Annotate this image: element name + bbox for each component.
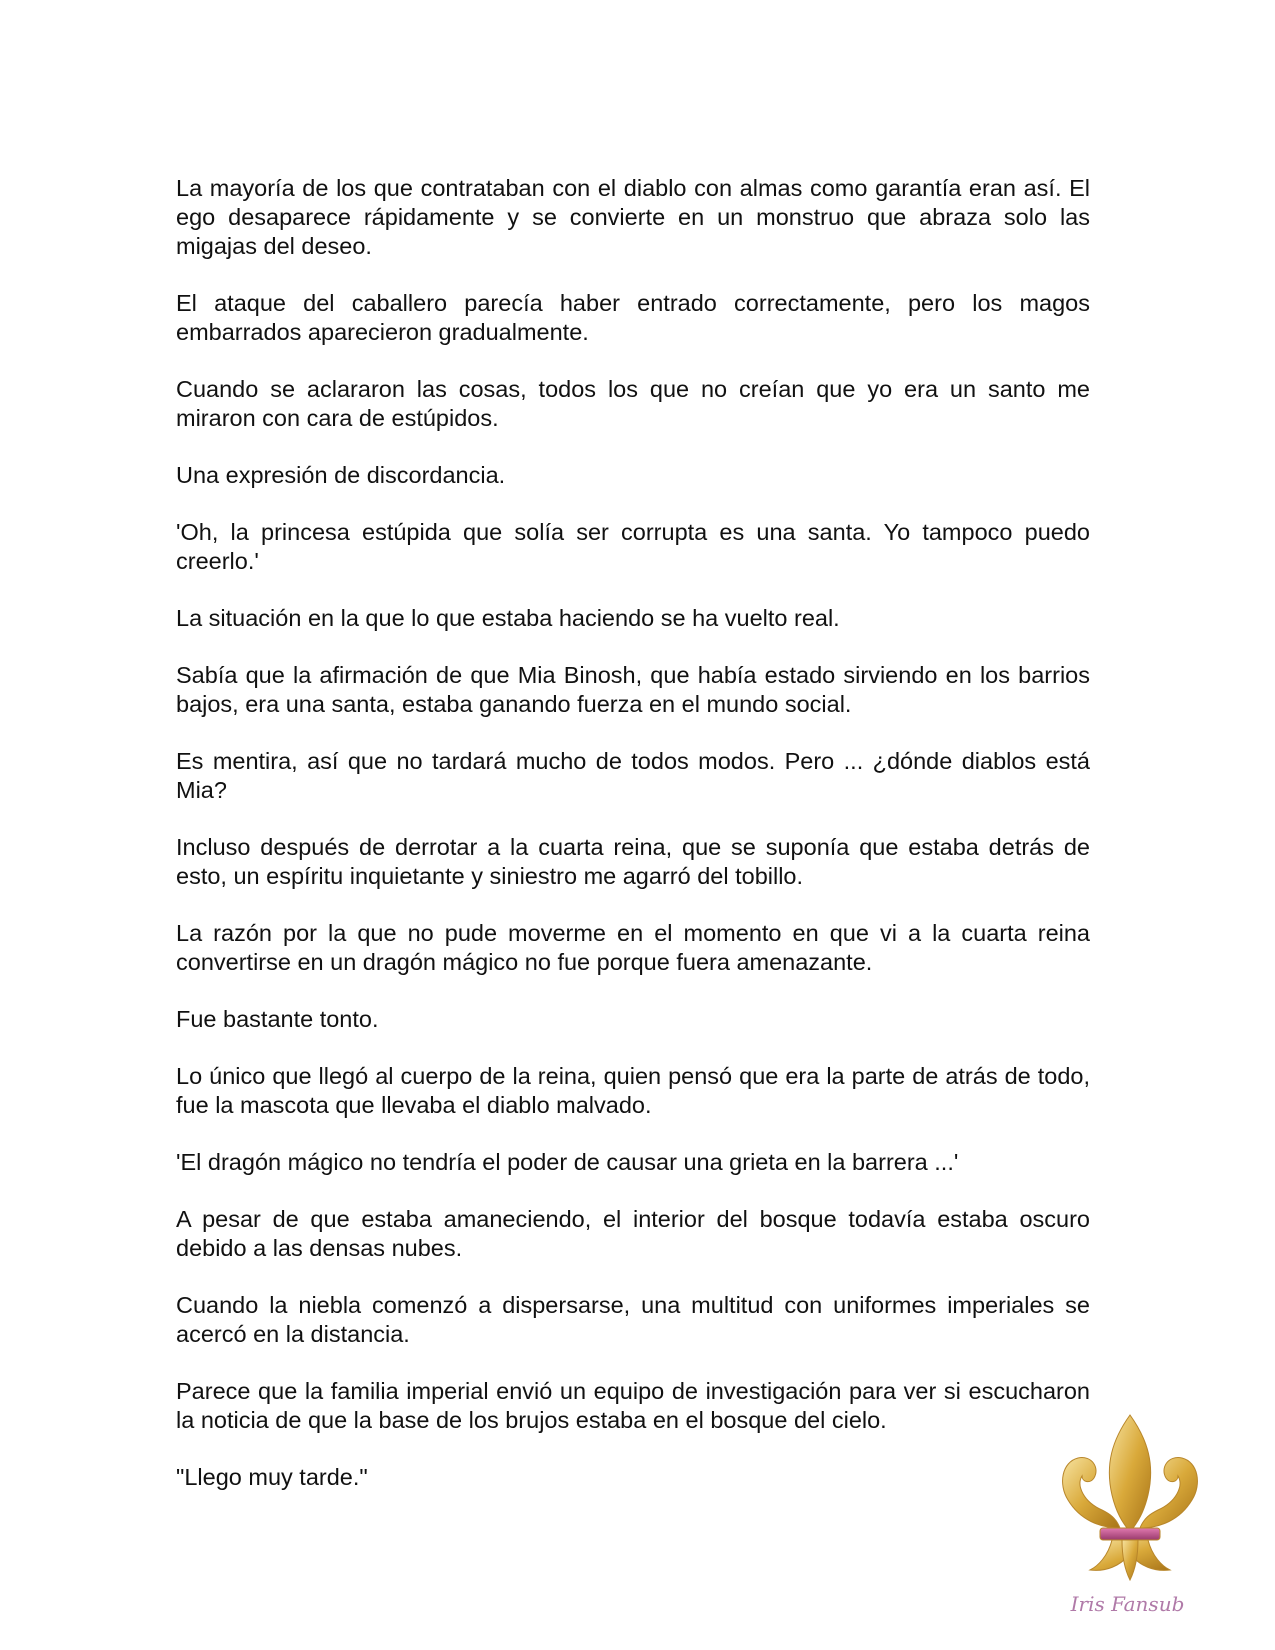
paragraph: La mayoría de los que contrataban con el diablo con almas como garantía eran así. El ego desaparece rápidamente y se convierte en un monstruo que abraza solo las migajas del deseo. [176,175,1090,259]
paragraph: Es mentira, así que no tardará mucho de todos modos. Pero ... ¿dónde diablos está Mia? [176,748,1090,803]
paragraph: Una expresión de discordancia. [176,462,506,488]
paragraph: La razón por la que no pude moverme en el momento en que vi a la cuarta reina convertirse en un dragón mágico no fue porque fuera amenazante. [176,920,1090,975]
fansub-signature: Iris Fansub [1070,1592,1185,1616]
paragraph: 'Oh, la princesa estúpida que solía ser corrupta es una santa. Yo tampoco puedo creerlo.' [176,519,1090,574]
fansub-logo [1050,1410,1210,1625]
document-body [176,174,1090,1520]
paragraph: El ataque del caballero parecía haber entrado correctamente, pero los magos embarrados aparecieron gradualmente. [176,290,1090,345]
paragraph: Parece que la familia imperial envió un equipo de investigación para ver si escucharon la noticia de que la base de los brujos estaba en el bosque del cielo. [176,1378,1090,1433]
paragraph: 'El dragón mágico no tendría el poder de causar una grieta en la barrera ...' [176,1149,959,1175]
paragraph: Incluso después de derrotar a la cuarta reina, que se suponía que estaba detrás de esto, un espíritu inquietante y siniestro me agarró del tobillo. [176,834,1090,889]
paragraph: "Llego muy tarde." [176,1464,368,1490]
paragraph: A pesar de que estaba amaneciendo, el interior del bosque todavía estaba oscuro debido a las densas nubes. [176,1206,1090,1261]
paragraph: La situación en la que lo que estaba haciendo se ha vuelto real. [176,605,840,631]
paragraph: Sabía que la afirmación de que Mia Binosh, que había estado sirviendo en los barrios bajos, era una santa, estaba ganando fuerza en el mundo social. [176,662,1090,717]
paragraph: Fue bastante tonto. [176,1006,379,1032]
paragraph: Cuando la niebla comenzó a dispersarse, una multitud con uniformes imperiales se acercó en la distancia. [176,1292,1090,1347]
paragraph: Cuando se aclararon las cosas, todos los que no creían que yo era un santo me miraron con cara de estúpidos. [176,376,1090,431]
paragraph: Lo único que llegó al cuerpo de la reina, quien pensó que era la parte de atrás de todo, fue la mascota que llevaba el diablo malvado. [176,1063,1090,1118]
